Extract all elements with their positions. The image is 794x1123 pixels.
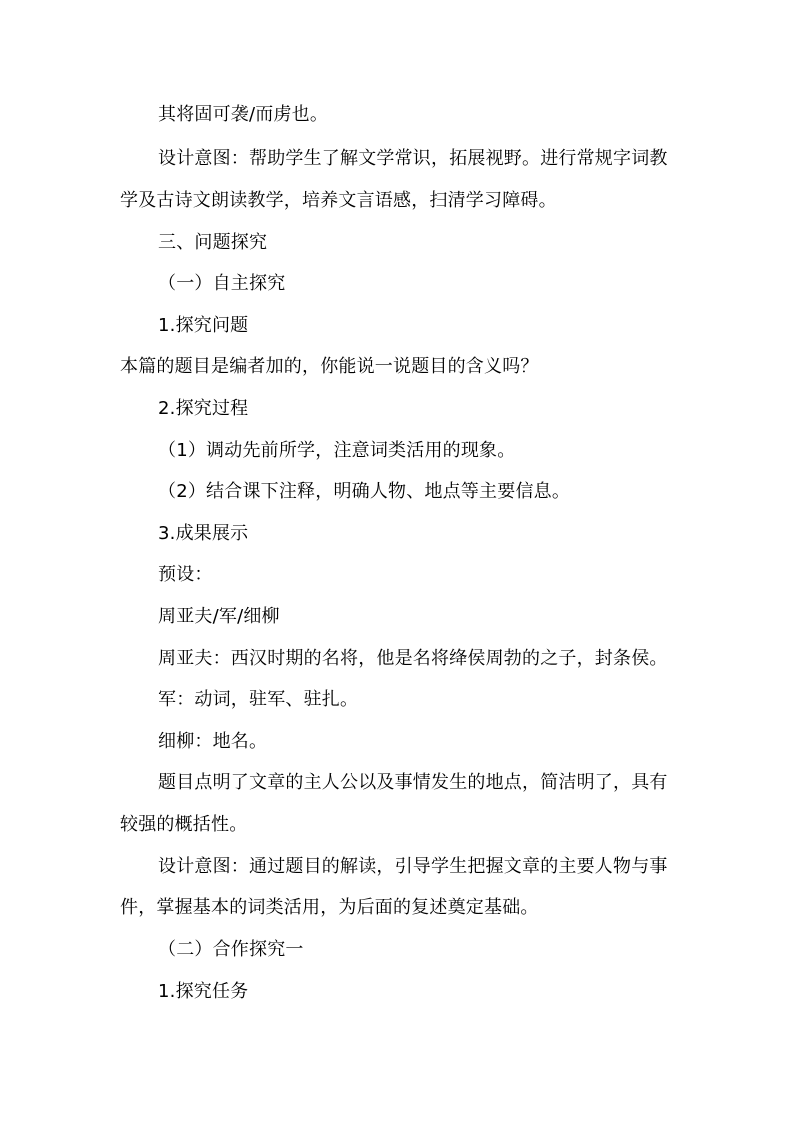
text-line-preset: 预设：: [158, 564, 213, 585]
item-heading-results: 3.成果展示: [158, 523, 249, 544]
text-line-xiliu: 细柳：地名。: [158, 731, 268, 752]
item-heading-task: 1.探究任务: [158, 981, 249, 1002]
item-heading-process: 2.探究过程: [158, 398, 249, 419]
text-line-design-intent-2: 设计意图：通过题目的解读，引导学生把握文章的主要人物与事: [158, 856, 668, 877]
item-heading-question: 1.探究问题: [158, 315, 249, 336]
text-line-zhou-yafu: 周亚夫：西汉时期的名将，他是名将绛侯周勃的之子，封条侯。: [158, 648, 668, 669]
text-line-continuation: 其将固可袭/而虏也。: [158, 104, 329, 125]
text-line-question: 本篇的题目是编者加的，你能说一说题目的含义吗？: [120, 356, 539, 377]
text-line-process-2: （2）结合课下注释，明确人物、地点等主要信息。: [158, 481, 571, 502]
subsection-heading-self-inquiry: （一）自主探究: [158, 273, 286, 294]
subsection-heading-cooperative-inquiry: （二）合作探究一: [158, 939, 304, 960]
text-line-design-intent-2-cont: 件，掌握基本的词类活用，为后面的复述奠定基础。: [120, 897, 539, 918]
text-line-design-intent-1: 设计意图：帮助学生了解文学常识，拓展视野。进行常规字词教: [158, 148, 668, 169]
text-line-design-intent-1-cont: 学及古诗文朗读教学，培养文言语感，扫清学习障碍。: [120, 190, 557, 211]
text-line-summary-cont: 较强的概括性。: [120, 814, 248, 835]
section-heading-inquiry: 三、问题探究: [158, 232, 268, 253]
text-line-process-1: （1）调动先前所学，注意词类活用的现象。: [158, 440, 516, 461]
text-line-jun: 军：动词，驻军、驻扎。: [158, 689, 359, 710]
text-line-title-split: 周亚夫/军/细柳: [158, 606, 280, 627]
text-line-summary: 题目点明了文章的主人公以及事情发生的地点，简洁明了，具有: [158, 772, 668, 793]
